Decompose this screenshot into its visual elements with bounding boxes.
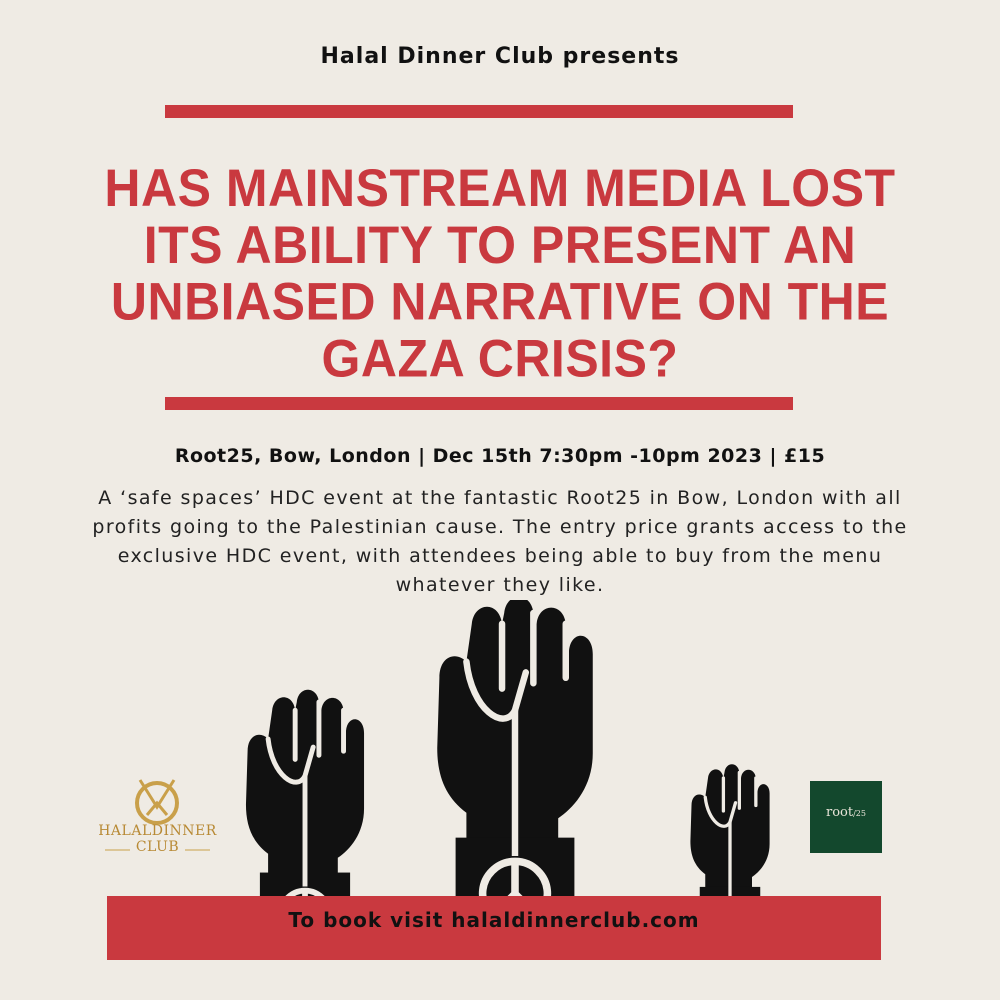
bottom-divider xyxy=(165,397,793,410)
root25-logo-text: root/25 xyxy=(826,805,866,820)
root25-logo xyxy=(810,781,882,853)
raised-fist-peace-icon xyxy=(246,690,364,910)
top-divider xyxy=(165,105,793,118)
hdc-logo-text xyxy=(95,823,220,855)
hdc-logo-line1: HALALDINNER xyxy=(98,823,217,839)
raised-fist-peace-icon xyxy=(437,600,593,910)
presenter-line: Halal Dinner Club presents xyxy=(320,44,680,69)
headline: HAS MAINSTREAM MEDIA LOST ITS ABILITY TO PRESENT AN UNBIASED NARRATIVE ON THE GAZA CRISIS? xyxy=(104,158,896,388)
booking-link[interactable]: To book visit halaldinnerclub.com xyxy=(288,908,700,932)
event-description: A ‘safe spaces’ HDC event at the fantastic Root25 in Bow, London with all profits going to the Palestinian cause. The entry price grants access to the exclusive HDC event, with attendees being able to buy from the menu whatever they like. xyxy=(92,487,908,596)
hdc-logo-line2: CLUB xyxy=(135,839,180,855)
raised-fist-peace-icon xyxy=(690,764,769,910)
booking-banner[interactable] xyxy=(107,896,881,960)
event-details: Root25, Bow, London | Dec 15th 7:30pm -10pm 2023 | £15 xyxy=(174,445,826,467)
